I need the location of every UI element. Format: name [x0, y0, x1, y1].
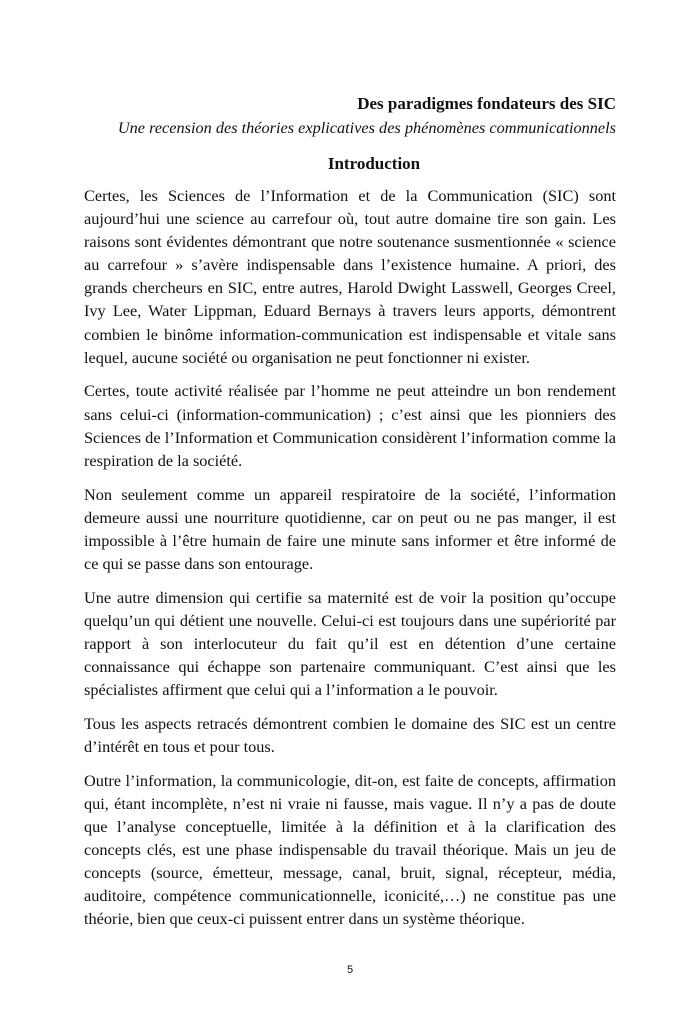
- paragraph: Une autre dimension qui certifie sa maternité est de voir la position qu’occupe quelqu’un qui détient une nouvelle. Celui-ci est toujours dans une supériorité par rapport à son interlocuteur du fait qu’il est en détention d’une certaine connaissance qui échappe son partenaire communiquant. C’est ainsi que les spécialistes affirment que celui qui a l’information a le pouvoir.: [84, 587, 616, 699]
- paragraph: Non seulement comme un appareil respiratoire de la société, l’information demeure aussi une nourriture quotidienne, car on peut ou ne pas manger, il est impossible à l’être humain de faire une minute sans informer et être informé de ce qui se passe dans son entourage.: [84, 484, 616, 573]
- page-number: 5: [346, 964, 354, 976]
- document-title: Des paradigmes fondateurs des SIC: [357, 94, 616, 113]
- paragraph: Certes, toute activité réalisée par l’homme ne peut atteindre un bon rendement sans celui-ci (information-communication) ; c’est ainsi que les pionniers des Sciences de l’Information et Communication considèrent l’information comme la respiration de la société.: [84, 381, 616, 470]
- paragraph: Outre l’information, la communicologie, dit-on, est faite de concepts, affirmation qui, étant incomplète, n’est ni vraie ni fausse, mais vague. Il n’y a pas de doute que l’analyse conceptuelle, limitée à la définition et à la clarification des concepts clés, est une phase indispensable du travail théorique. Mais un jeu de concepts (source, émetteur, message, canal, bruit, signal, récepteur, média, auditoire, compétence communicationnelle, iconicité,…) ne constitue pas une théorie, bien que ceux-ci puissent entrer dans un système théorique.: [84, 770, 616, 929]
- document-subtitle: Une recension des théories explicatives des phénomènes communicationnels: [117, 118, 616, 137]
- paragraph: Certes, les Sciences de l’Information et de la Communication (SIC) sont aujourd’hui une science au carrefour où, tout autre domaine tire son gain. Les raisons sont évidentes démontrant que notre soutenance susmentionnée « science au carrefour » s’avère indispensable dans l’existence humaine. A priori, des grands chercheurs en SIC, entre autres, Harold Dwight Lasswell, Georges Creel, Ivy Lee, Water Lippman, Eduard Bernays à travers leurs apports, démontrent combien le binôme information-communication est indispensable et vitale sans lequel, aucune société ou organisation ne peut fonctionner ni exister.: [84, 186, 616, 367]
- section-heading: Introduction: [327, 154, 421, 173]
- body-text: [84, 184, 616, 941]
- paragraph: Tous les aspects retracés démontrent combien le domaine des SIC est un centre d’intérêt en tous et pour tous.: [84, 713, 616, 756]
